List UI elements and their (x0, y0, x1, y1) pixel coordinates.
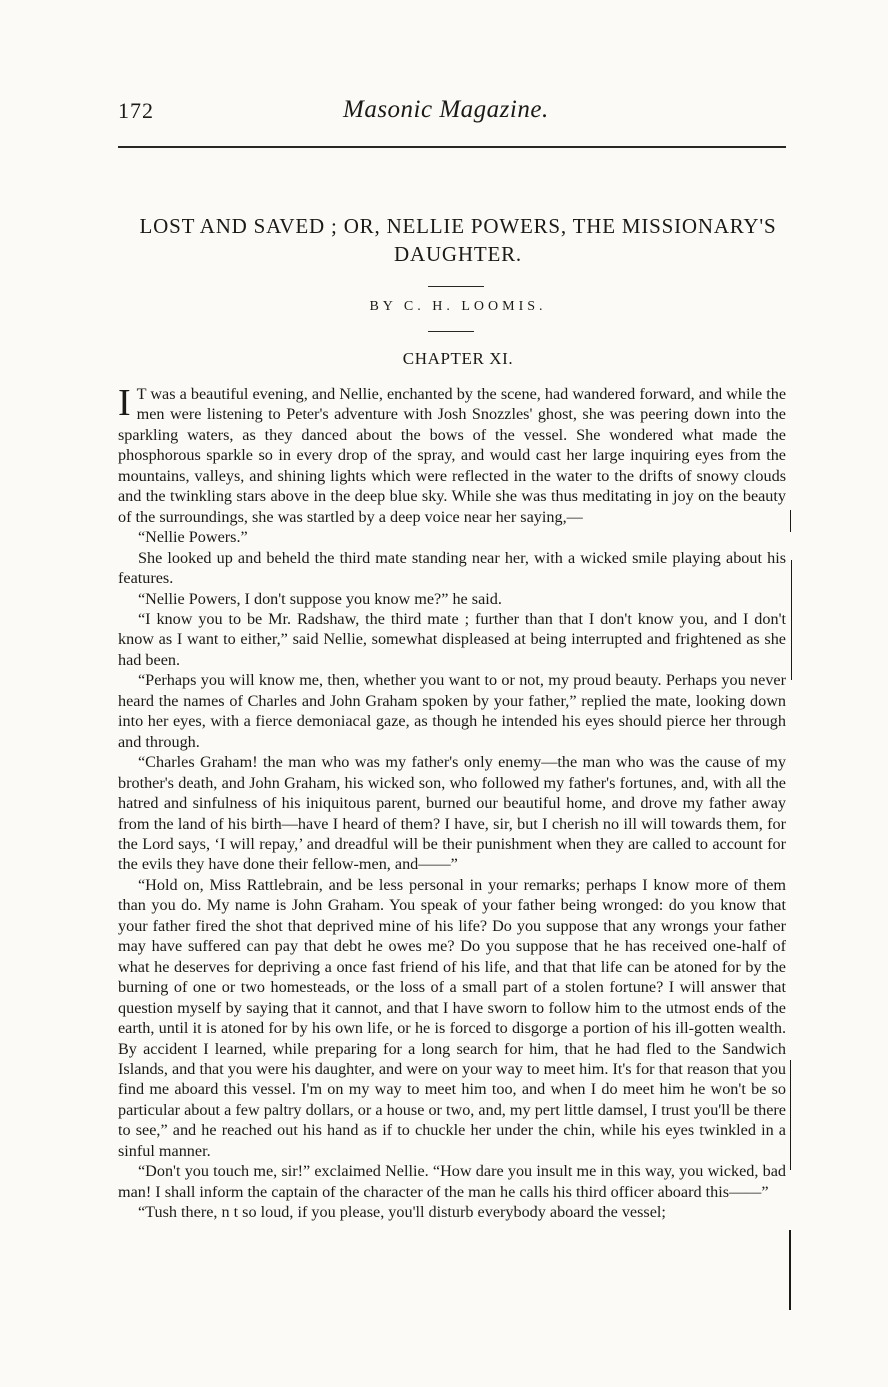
header-rule (118, 146, 786, 148)
paragraph: She looked up and beheld the third mate standing near her, with a wicked smile playing about his features. (118, 548, 786, 588)
running-head (118, 98, 786, 134)
paragraph: “Don't you touch me, sir!” exclaimed Nellie. “How dare you insult me in this way, you wicked, bad man! I shall inform the captain of the character of the man he calls his third officer aboard this——” (118, 1162, 786, 1201)
paragraph: “Nellie Powers, I don't suppose you know me?” he said. (138, 589, 502, 608)
byline: BY C. H. LOOMIS. (369, 299, 547, 314)
title-divider (428, 286, 484, 287)
article-title-line-2: DAUGHTER. (394, 242, 522, 266)
paragraph (118, 384, 786, 527)
paragraph: “Charles Graham! the man who was my father's only enemy—the man who was the cause of my brother's death, and John Graham, his wicked son, who followed my father's fortunes, and, with all the hatred and sinfulness of his iniquitous parent, burned our beautiful home, and drove my father away from the land of his birth—have I heard of them? I have, sir, but I cherish no ill will towards them, for the Lord says, ‘I will repay,’ and dreadful will be their punishment when they are called to account for the evils they have done their fellow-men, and——” (118, 753, 786, 874)
byline-divider (428, 331, 474, 332)
chapter-heading: CHAPTER XI. (402, 349, 514, 368)
margin-mark (791, 560, 792, 680)
paragraph: “I know you to be Mr. Radshaw, the third mate ; further than that I don't know you, and I don't know as I want to either,” said Nellie, somewhat displeased at being interrupted and frightened as she had been. (118, 609, 786, 669)
paragraph: “Tush there, n t so loud, if you please, you'll disturb everybody aboard the vessel; (138, 1203, 666, 1222)
margin-mark (790, 510, 791, 532)
drop-cap: I (118, 382, 131, 424)
magazine-title: Masonic Magazine. (343, 96, 549, 123)
paragraph: “Perhaps you will know me, then, whether you want to or not, my proud beauty. Perhaps you never heard the names of Charles and John Graham spoken by your father,” replied the mate, looking down into her eyes, with a fierce demoniacal gaze, as though he intended his eyes should pierce her through and through. (118, 671, 786, 751)
page-number: 172 (118, 98, 154, 123)
article-title-line-1: LOST AND SAVED ; OR, NELLIE POWERS, THE MISSIONARY'S (139, 214, 777, 238)
paragraph: “Hold on, Miss Rattlebrain, and be less personal in your remarks; perhaps I know more of them than you do. My name is John Graham. You speak of your father being wronged: do you know that your father fired the shot that deprived mine of his life? Do you suppose that any wrongs your father may have suffered can pay that debt he owes me? Do you suppose that he has received one-half of what he deserves for depriving a once fast friend of his life, and that that life can be atoned for by the burning of one or two homesteads, or the loss of a small part of a stolen fortune? I will answer that question myself by saying that it cannot, and that I have sworn to follow him to the utmost ends of the earth, until it is atoned for by his own life, or he is forced to disgorge a portion of his ill-gotten wealth. By accident I learned, while preparing for a long search for him, that he had fled to the Sandwich Islands, and that you were his daughter, and were on your way to meet him. It's for that reason that you find me aboard this vessel. I'm on my way to meet him too, and when I do meet him he won't be so particular about a few paltry dollars, or a house or two, and, my pert little damsel, I trust you'll be there to see,” and he reached out his hand as if to chuckle her under the chin, while his eyes twinkled in a sinful manner. (118, 875, 786, 1160)
margin-mark (789, 1230, 791, 1310)
article-body (118, 384, 786, 1223)
margin-mark (790, 1060, 791, 1170)
paragraph: “Nellie Powers.” (138, 528, 248, 547)
paragraph-text: T was a beautiful evening, and Nellie, enchanted by the scene, had wandered forward, and while the men were listening to Peter's adventure with Josh Snozzles' ghost, she was peering down into the sparkling waters, as they danced about the bows of the vessel. She wondered what made the phosphorous sparkle so in every drop of the spray, and would cast her large inquiring eyes from the mountains, valleys, and shining lights which were reflected in the water to the drifts of snowy clouds and the twinkling stars above in the deep blue sky. While she was thus meditating in joy on the beauty of the surroundings, she was startled by a deep voice near her saying,— (118, 385, 786, 526)
article-title (118, 212, 798, 268)
